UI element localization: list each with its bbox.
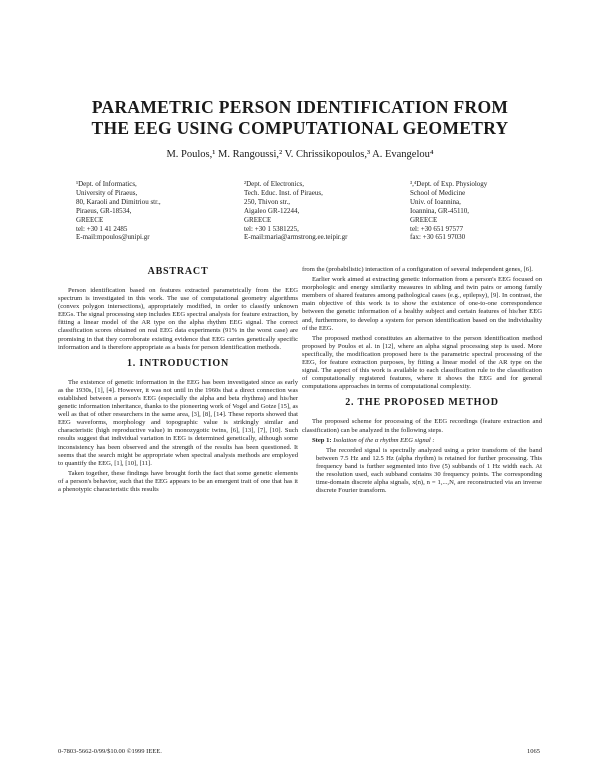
affiliation-line: GREECE bbox=[244, 215, 272, 224]
affiliation-line: School of Medicine bbox=[410, 188, 466, 197]
step-1-body: The recorded signal is spectrally analyzed using a prior transform of the band between 7.5 Hz and 12.5 Hz (alpha rhythm) is retained for further processing. This frequency band is further segmented into five (5) subbands of 1 Hz width each. At the resolution used, each subband contains 30 frequency points. The corresponding time-domain discrete alpha signals, x(n), n = 1,...,N, are reconstructed via an inverse discrete Fourier transform. bbox=[316, 446, 542, 495]
abstract-text: Person identification based on features extracted parametrically from the EEG spectrum is investigated in this work. The use of computational geometry algorithms (convex polygon intersections), appropriately modified, in order to classify unknown EEGs. The signal processing step includes EEG spectral analysis for feature extraction, by fitting a linear model of the AR type on the alpha rhythm EEG signal. The correct classification scores obtained on real EEG data experiments (91% in the worst case) are promising in that they corroborate existing evidence that EEG carries genetically specific information and is therefore appropriate as a basis for person identification methods. bbox=[58, 287, 298, 351]
method-paragraph: The proposed scheme for processing of the EEG recordings (feature extraction and classification) can be analyzed in the following steps. bbox=[302, 418, 542, 434]
affiliation-line: Univ. of Ioannina, bbox=[410, 197, 461, 206]
affiliation-line: ²Dept. of Electronics, bbox=[244, 180, 305, 188]
affiliation-line: Ioannina, GR-45110, bbox=[410, 206, 470, 215]
affiliation-line: 80, Karaoli and Dimitriou str., bbox=[76, 197, 161, 206]
affiliation-line: GREECE bbox=[410, 215, 438, 224]
introduction-heading: 1. INTRODUCTION bbox=[126, 357, 229, 369]
intro-paragraph: Taken together, these findings have brought forth the fact that some genetic elements of a person's behavior, such that the EEG appears to be an emergent trait of one that has it a phenotypic characteristic this results bbox=[58, 469, 298, 493]
intro-continuation: from the (probabilistic) interaction of a configuration of several independent genes, [6]. bbox=[302, 266, 533, 273]
affiliation-line: Piraeus, GR-18534, bbox=[76, 206, 132, 215]
affiliation-2 bbox=[244, 180, 394, 242]
step-label: Step 1: bbox=[312, 436, 332, 444]
affiliation-1 bbox=[76, 180, 226, 242]
affiliation-line: E-mail:mpoulos@unipi.gr bbox=[76, 233, 150, 242]
title-line: PARAMETRIC PERSON IDENTIFICATION FROM bbox=[91, 97, 509, 117]
left-column bbox=[58, 266, 298, 494]
affiliation-line: E-mail:maria@armstrong.ee.teipir.gr bbox=[244, 233, 348, 242]
step-1-heading bbox=[302, 437, 542, 445]
right-column bbox=[302, 266, 542, 497]
method-heading: 2. THE PROPOSED METHOD bbox=[345, 397, 499, 409]
affiliation-3 bbox=[410, 180, 560, 242]
affiliation-line: tel: +30 651 97577 bbox=[410, 224, 464, 233]
title-line: THE EEG USING COMPUTATIONAL GEOMETRY bbox=[91, 118, 509, 138]
affiliation-line: ¹Dept. of Informatics, bbox=[76, 180, 137, 188]
intro-paragraph: Earlier work aimed at extracting genetic information from a person's EEG focused on morphologic and energy similarity measures in sibling and twin pairs or among family members of shared features among pathological cases (e.g., epilepsy), [9]. In contrast, the main objective of this work is to show the existence of one-to-one correspondence between the genetic information of a healthy subject and certain features of his/her EEG and, furthermore, to develop a system for person identification based on the individuality of the EEG. bbox=[302, 276, 542, 332]
affiliation-line: tel: +30 1 41 2485 bbox=[76, 224, 128, 233]
step-title: Isolation of the α rhythm EEG signal : bbox=[333, 436, 435, 444]
page-number: 1065 bbox=[527, 748, 540, 755]
affiliation-line: Tech. Educ. Inst. of Piraeus, bbox=[244, 188, 323, 197]
affiliation-line: 250, Thivon str., bbox=[244, 197, 290, 206]
abstract-heading: ABSTRACT bbox=[147, 266, 209, 277]
affiliation-line: GREECE bbox=[76, 215, 104, 224]
affiliation-line: Aigaleo GR-12244, bbox=[244, 206, 300, 215]
intro-paragraph: The proposed method constitutes an alternative to the person identification method proposed by Poulos et al. in [12], where an alpha signal processing step is used. More specifically, the modification proposed here is the parametric spectral processing of the EEG, for feature extraction purposes, by fitting a linear model of the AR type on the signal. The aspect of this work is available to each classification rule to the classification of computationally registered features, where it shows the EEG and for general computations approaches in terms of computational complexity. bbox=[302, 334, 542, 391]
affiliation-line: tel: +30 1 5381225, bbox=[244, 224, 299, 233]
affiliation-line: ³,⁴Dept. of Exp. Physiology bbox=[410, 180, 488, 188]
intro-paragraph: The existence of genetic information in the EEG has been investigated since as early as the 1930s, [1], [4]. However, it was not until in the 1960s that a direct connection was established between a person's EEG (especially the alpha and beta rhythms) and his/her genetic information inheritance, thanks to the pioneering work of Vogel and Gotze [15], as well as that of other researchers in the same area, [3], [8], [14]. These reports showed that EEG waveforms, morphology and topographic value is strikingly similar and characteristic (high reproductive value) in monozygotic twins, [6], [13], [7], [10]. Such results suggest that individual variation in EEG is determined genetically, although some inconsistency has been observed and the strength of the results has been questioned. It seems that the search might be appropriate when spectral analysis methods are employed to quantify the EEG, [1], [10], [11]. bbox=[58, 378, 298, 467]
affiliation-line: University of Piraeus, bbox=[76, 188, 138, 197]
paper-title bbox=[40, 97, 560, 139]
author-list: M. Poulos,¹ M. Rangoussi,² V. Chrissikopoulos,³ A. Evangelou⁴ bbox=[166, 149, 434, 160]
affiliation-line: fax: +30 651 97030 bbox=[410, 233, 466, 242]
copyright-footer: 0-7803-5662-0/99/$10.00 ©1999 IEEE. bbox=[58, 748, 162, 755]
